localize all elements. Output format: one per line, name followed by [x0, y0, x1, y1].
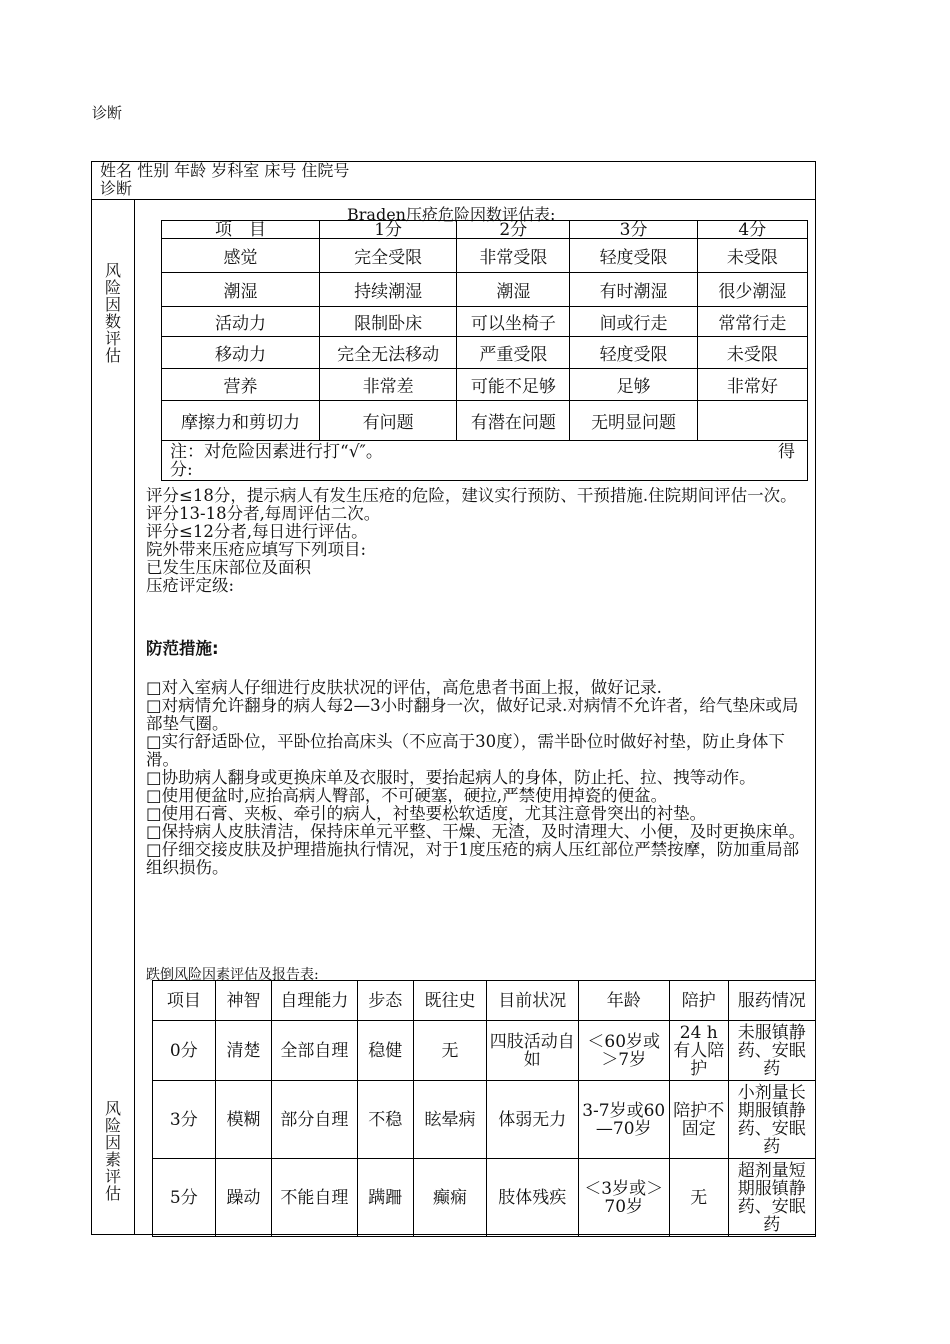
braden-row	[162, 337, 808, 369]
fall-cell: 蹒跚	[357, 1159, 414, 1237]
criteria-line: 院外带来压疮应填写下列项目:	[146, 540, 367, 559]
fall-header-row	[153, 981, 816, 1021]
fall-row	[153, 1081, 816, 1159]
braden-cell: 有问题	[320, 401, 457, 441]
braden-cell: 感觉	[162, 239, 320, 273]
braden-cell: 可以坐椅子	[457, 307, 570, 337]
braden-note-score: 分:	[170, 459, 193, 480]
braden-header-row	[162, 221, 808, 239]
prevention-item: □协助病人翻身或更换床单及衣服时，要抬起病人的身体，防止托、拉、拽等动作。	[146, 768, 756, 787]
braden-cell: 潮湿	[457, 273, 570, 307]
braden-cell: 有潜在问题	[457, 401, 570, 441]
diagnosis-note: 诊断	[92, 104, 123, 122]
fall-table	[152, 980, 816, 1237]
braden-cell: 有时潮湿	[570, 273, 697, 307]
braden-note	[162, 441, 808, 481]
braden-cell: 潮湿	[162, 273, 320, 307]
fall-cell: 全部自理	[272, 1021, 357, 1081]
fall-cell: 陪护不固定	[669, 1081, 728, 1159]
fall-cell: 无	[414, 1021, 487, 1081]
fall-header-cell: 年龄	[578, 981, 669, 1021]
braden-cell: 无明显问题	[570, 401, 697, 441]
braden-row	[162, 273, 808, 307]
fall-header-cell: 服药情况	[728, 981, 815, 1021]
fall-cell: 肢体残疾	[487, 1159, 578, 1237]
fall-header-cell: 既往史	[414, 981, 487, 1021]
fall-cell: 超剂量短期服镇静药、安眠药	[728, 1159, 815, 1237]
assessment-form	[91, 161, 816, 1235]
fall-cell: 不能自理	[272, 1159, 357, 1237]
fall-header-cell: 步态	[357, 981, 414, 1021]
braden-cell: 严重受限	[457, 337, 570, 369]
fall-cell: 眩晕病	[414, 1081, 487, 1159]
fall-row	[153, 1021, 816, 1081]
criteria-line: 评分≤18分，提示病人有发生压疮的危险，建议实行预防、干预措施.住院期间评估一次。	[146, 486, 797, 505]
braden-note-row	[162, 441, 808, 481]
braden-row	[162, 307, 808, 337]
fall-header-cell: 神智	[215, 981, 272, 1021]
fall-cell: 未服镇静药、安眠药	[728, 1021, 815, 1081]
criteria-line: 压疮评定级:	[146, 576, 235, 595]
fall-cell: 清楚	[215, 1021, 272, 1081]
braden-cell: 轻度受限	[570, 337, 697, 369]
prevention-item: □实行舒适卧位，平卧位抬高床头（不应高于30度），需半卧位时做好衬垫，防止身体下滑。	[146, 732, 785, 769]
criteria-block	[146, 487, 812, 595]
braden-header-cell: 3分	[570, 221, 697, 239]
fall-header-cell: 项目	[153, 981, 216, 1021]
braden-cell: 轻度受限	[570, 239, 697, 273]
patient-info-header	[92, 162, 815, 200]
risk-factor-label: 风 险 因 数 评 估	[104, 261, 121, 365]
braden-cell: 间或行走	[570, 307, 697, 337]
braden-cell: 未受限	[697, 239, 807, 273]
braden-cell: 未受限	[697, 337, 807, 369]
fall-cell: 癫痫	[414, 1159, 487, 1237]
braden-cell: 非常好	[697, 369, 807, 401]
prevention-item: □对病情允许翻身的病人每2—3小时翻身一次，做好记录.对病情不允许者，给气垫床或局部垫气圈。	[146, 696, 799, 733]
prevention-item: □使用石膏、夹板、牵引的病人，衬垫要松软适度，尤其注意骨突出的衬垫。	[146, 804, 707, 823]
braden-header-cell: 1分	[320, 221, 457, 239]
braden-row	[162, 369, 808, 401]
fall-header-cell: 目前状况	[487, 981, 578, 1021]
fall-cell: 小剂量长期服镇静药、安眠药	[728, 1081, 815, 1159]
braden-row	[162, 401, 808, 441]
braden-header-cell: 2分	[457, 221, 570, 239]
fall-cell: 体弱无力	[487, 1081, 578, 1159]
prevention-item: □对入室病人仔细进行皮肤状况的评估，高危患者书面上报，做好记录.	[146, 678, 662, 697]
braden-cell: 移动力	[162, 337, 320, 369]
fall-cell: 不稳	[357, 1081, 414, 1159]
braden-note-score-right: 得	[778, 442, 795, 462]
fall-cell: 3分	[153, 1081, 216, 1159]
fall-cell: 部分自理	[272, 1081, 357, 1159]
fall-cell: 5分	[153, 1159, 216, 1237]
fall-cell: 3-7岁或60—70岁	[578, 1081, 669, 1159]
prevention-item: □保持病人皮肤清洁，保持床单元平整、干燥、无渣，及时清理大、小便，及时更换床单。	[146, 822, 806, 841]
braden-cell: 很少潮湿	[697, 273, 807, 307]
patient-diagnosis-line: 诊断	[100, 179, 133, 198]
prevention-list	[146, 679, 812, 877]
fall-cell: 无	[669, 1159, 728, 1237]
fall-header-cell: 自理能力	[272, 981, 357, 1021]
braden-cell: 非常差	[320, 369, 457, 401]
braden-cell: 常常行走	[697, 307, 807, 337]
braden-cell: 摩擦力和剪切力	[162, 401, 320, 441]
fall-cell: ＜3岁或＞70岁	[578, 1159, 669, 1237]
braden-cell: 足够	[570, 369, 697, 401]
prevention-title: 防范措施:	[146, 639, 219, 658]
braden-title: Braden压疮危险因数评估表:	[347, 205, 556, 224]
fall-cell: 躁动	[215, 1159, 272, 1237]
fall-header-cell: 陪护	[669, 981, 728, 1021]
braden-header-cell: 项 目	[162, 221, 320, 239]
braden-cell: 完全受限	[320, 239, 457, 273]
braden-cell: 限制卧床	[320, 307, 457, 337]
braden-note-text: 注：对危险因素进行打“√″。	[170, 441, 383, 462]
fall-cell: 24 h有人陪护	[669, 1021, 728, 1081]
criteria-line: 已发生压床部位及面积	[146, 558, 311, 577]
braden-cell: 非常受限	[457, 239, 570, 273]
braden-cell: 营养	[162, 369, 320, 401]
prevention-item: □仔细交接皮肤及护理措施执行情况，对于1度压疮的病人压红部位严禁按摩，防加重局部组织损伤。	[146, 840, 800, 877]
braden-cell: 可能不足够	[457, 369, 570, 401]
fall-cell: 四肢活动自如	[487, 1021, 578, 1081]
braden-row	[162, 239, 808, 273]
fall-title: 跌倒风险因素评估及报告表:	[146, 967, 319, 983]
fall-cell: ＜60岁或＞7岁	[578, 1021, 669, 1081]
braden-cell: 完全无法移动	[320, 337, 457, 369]
prevention-item: □使用便盆时,应抬高病人臀部，不可硬塞，硬拉,严禁使用掉瓷的便盆。	[146, 786, 668, 805]
braden-cell: 活动力	[162, 307, 320, 337]
braden-header-cell: 4分	[697, 221, 807, 239]
criteria-line: 评分13-18分者,每周评估二次。	[146, 504, 381, 523]
criteria-line: 评分≤12分者,每日进行评估。	[146, 522, 368, 541]
braden-table	[161, 220, 808, 481]
left-label-column	[92, 200, 135, 1234]
braden-cell: 持续潮湿	[320, 273, 457, 307]
patient-info-line: 姓名 性别 年龄 岁科室 床号 住院号	[100, 161, 350, 180]
fall-cell: 模糊	[215, 1081, 272, 1159]
fall-cell: 0分	[153, 1021, 216, 1081]
fall-cell: 稳健	[357, 1021, 414, 1081]
fall-row	[153, 1159, 816, 1237]
braden-cell	[697, 401, 807, 441]
fall-factor-label: 风 险 因 素 评 估	[104, 1099, 121, 1203]
